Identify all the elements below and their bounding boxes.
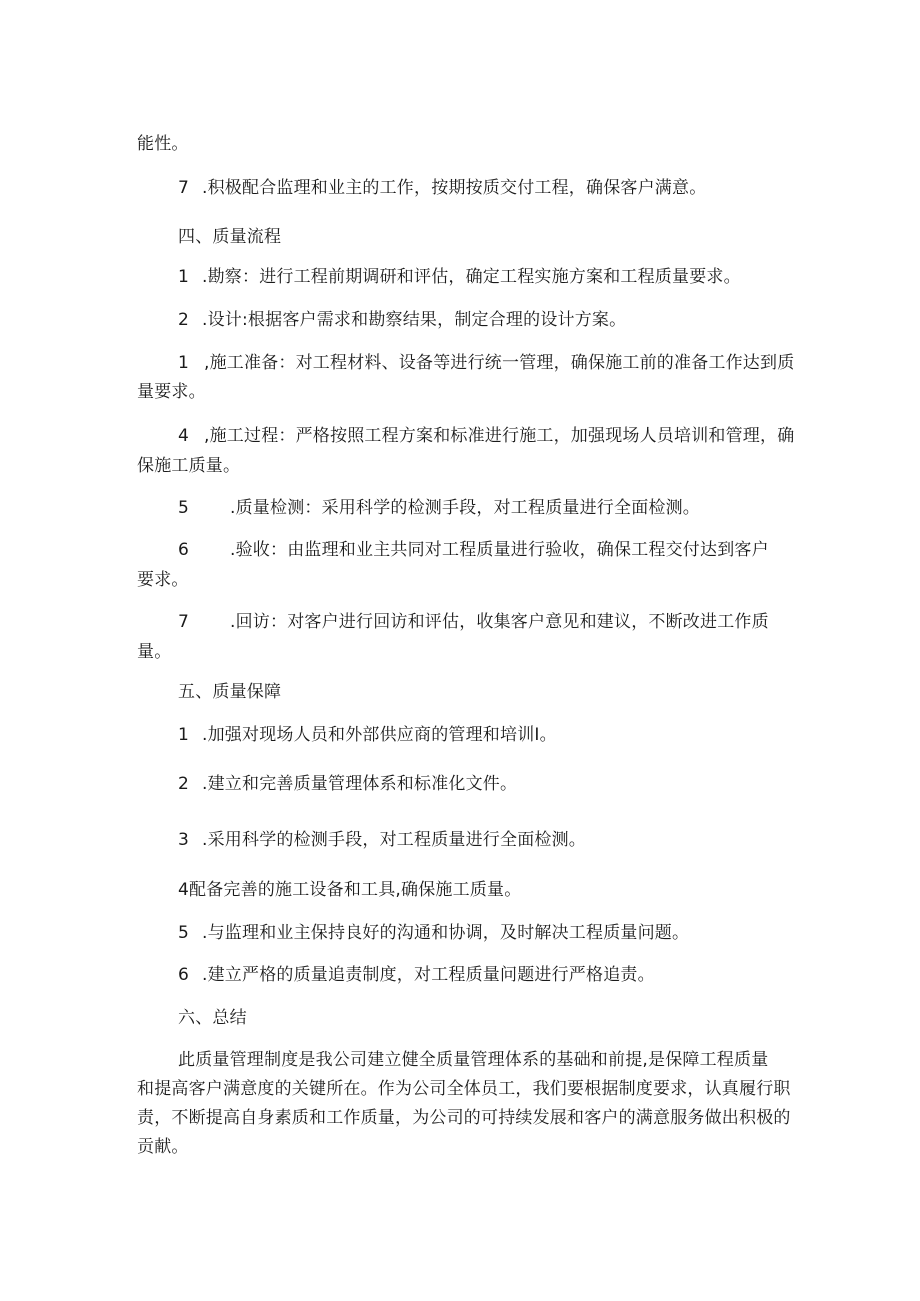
list-item <box>178 829 586 851</box>
item-text: .验收：由监理和业主共同对工程质量进行验收，确保工程交付达到客户 <box>230 540 769 560</box>
item-text: .加强对现场人员和外部供应商的管理和培训I。 <box>202 725 557 745</box>
item-number: 1 <box>178 267 190 287</box>
item-number: 7 <box>178 178 190 198</box>
item-text-continuation: 量要求。 <box>137 382 206 402</box>
item-number: 2 <box>178 310 190 330</box>
item-text: .回访：对客户进行回访和评估，收集客户意见和建议，不断改进工作质 <box>230 612 769 632</box>
item-number: 4 <box>178 426 190 446</box>
item-text: .采用科学的检测手段，对工程质量进行全面检测。 <box>202 830 587 850</box>
item-text-continuation: 保施工质量。 <box>137 456 241 476</box>
list-item <box>178 425 794 447</box>
item-text: .与监理和业主保持良好的沟通和协调，及时解决工程质量问题。 <box>202 923 690 943</box>
item-number: 5 <box>178 498 190 518</box>
item-text: 4配备完善的施工设备和工具,确保施工质量。 <box>178 880 522 900</box>
item-number: 1 <box>178 725 190 745</box>
item-number: 1 <box>178 353 190 373</box>
item-text: ,施工准备：对工程材料、设备等进行统一管理，确保施工前的准备工作达到质 <box>204 353 795 373</box>
list-item <box>178 922 689 944</box>
list-item <box>178 497 700 519</box>
paragraph-continuation: 能性。 <box>137 134 189 154</box>
item-number: 3 <box>178 830 190 850</box>
item-number: 2 <box>178 774 190 794</box>
item-text: .勘察：进行工程前期调研和评估，确定工程实施方案和工程质量要求。 <box>202 267 741 287</box>
list-item <box>178 352 794 374</box>
item-number: 6 <box>178 540 190 560</box>
summary-line: 贡献。 <box>137 1137 189 1157</box>
list-item <box>178 539 769 561</box>
item-text: .积极配合监理和业主的工作，按期按质交付工程，确保客户满意。 <box>202 178 707 198</box>
list-item <box>178 879 521 901</box>
item-text: .建立和完善质量管理体系和标准化文件。 <box>202 774 518 794</box>
item-number: 6 <box>178 965 190 985</box>
summary-line: 和提高客户满意度的关键所在。作为公司全体员工，我们要根据制度要求，认真履行职 <box>137 1079 791 1099</box>
item-number: 5 <box>178 923 190 943</box>
item-text: .建立严格的质量追责制度，对工程质量问题进行严格追责。 <box>202 965 655 985</box>
summary-line: 此质量管理制度是我公司建立健全质量管理体系的基础和前提,是保障工程质量 <box>178 1050 769 1070</box>
list-item <box>178 309 626 331</box>
list-item <box>178 611 769 633</box>
item-text-continuation: 要求。 <box>137 570 189 590</box>
section-heading: 五、质量保障 <box>178 682 282 702</box>
item-text: .设计:根据客户需求和勘察结果，制定合理的设计方案。 <box>202 310 627 330</box>
list-item <box>178 964 655 986</box>
item-text: ,施工过程：严格按照工程方案和标准进行施工，加强现场人员培训和管理，确 <box>204 426 795 446</box>
list-item <box>178 177 706 199</box>
item-text-continuation: 量。 <box>137 642 172 662</box>
section-heading: 四、质量流程 <box>178 227 282 247</box>
summary-line: 责，不断提高自身素质和工作质量，为公司的可持续发展和客户的满意服务做出积极的 <box>137 1108 791 1128</box>
list-item <box>178 773 517 795</box>
item-number: 7 <box>178 612 190 632</box>
section-heading: 六、总结 <box>178 1008 247 1028</box>
item-text: .质量检测：采用科学的检测手段，对工程质量进行全面检测。 <box>230 498 701 518</box>
list-item <box>178 724 557 746</box>
list-item <box>178 266 741 288</box>
